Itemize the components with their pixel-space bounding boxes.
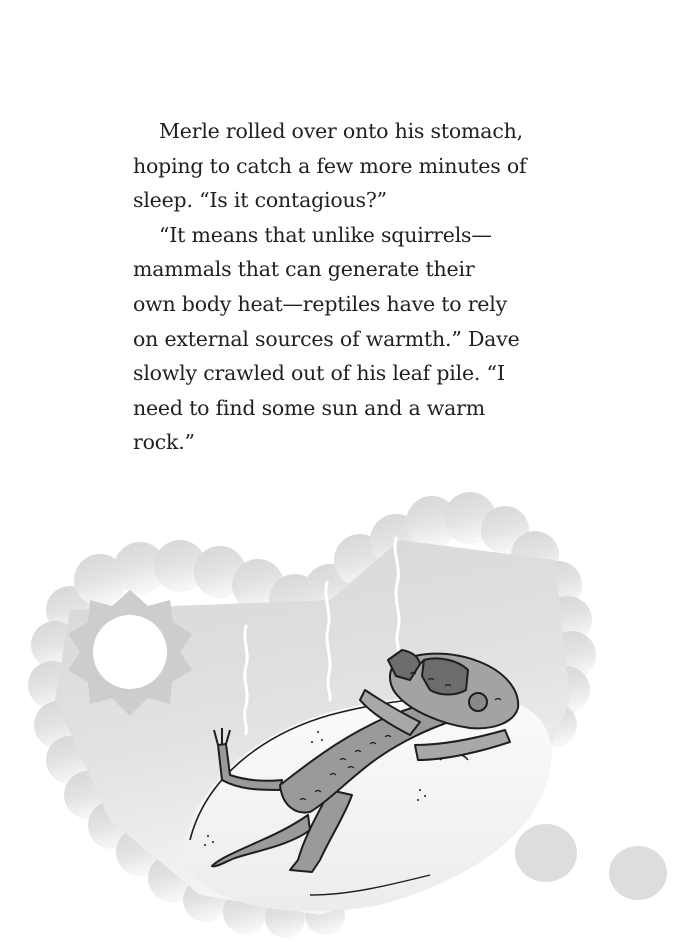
text-line: Merle rolled over onto his stomach, xyxy=(159,119,523,143)
text-line: “It means that unlike squirrels— xyxy=(159,222,492,247)
text-line: own body heat—reptiles have to rely xyxy=(133,291,507,316)
text-line: slowly crawled out of his leaf pile. “I xyxy=(133,361,505,386)
text-line: need to find some sun and a warm xyxy=(133,395,485,420)
bubble-dot-large xyxy=(515,824,577,882)
thought-bubble-illustration xyxy=(0,490,681,942)
paragraph-1 xyxy=(133,114,563,218)
text-line: rock.” xyxy=(133,430,195,455)
text-line: sleep. “Is it contagious?” xyxy=(133,188,387,213)
text-line: hoping to catch a few more minutes of xyxy=(133,153,527,178)
story-text xyxy=(133,114,563,460)
bubble-dot-small xyxy=(609,846,667,900)
paragraph-2 xyxy=(133,218,563,460)
thought-bubble-dots xyxy=(515,824,667,900)
text-line: mammals that can generate their xyxy=(133,257,475,282)
text-line: on external sources of warmth.” Dave xyxy=(133,326,520,351)
